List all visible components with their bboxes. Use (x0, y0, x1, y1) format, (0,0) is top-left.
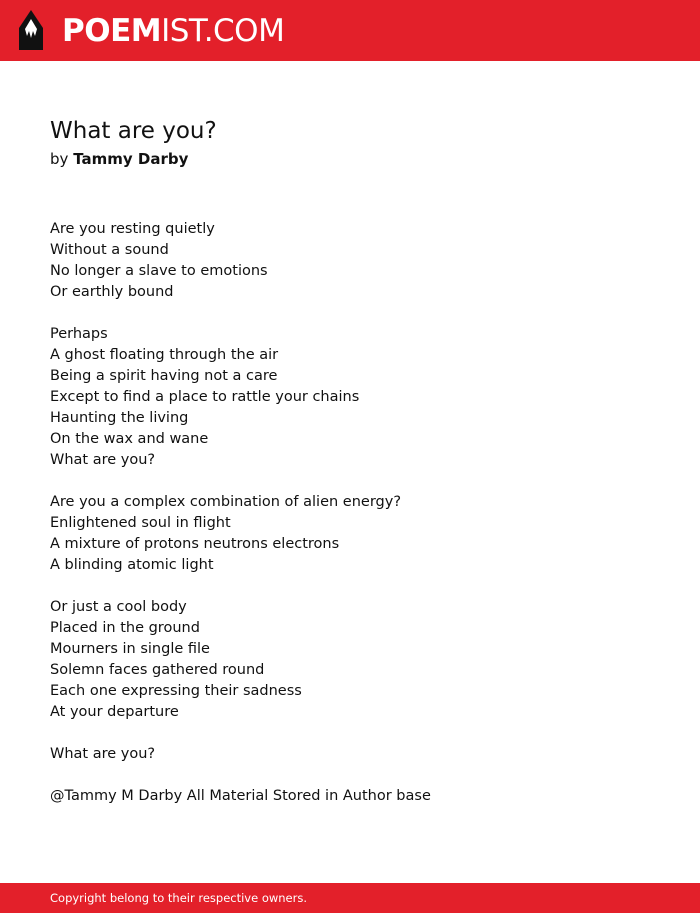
poem-body (50, 219, 670, 828)
brand-bold-part: POEM (62, 13, 162, 49)
brand-light-part: IST.COM (161, 13, 285, 49)
poem-title: What are you? (50, 118, 217, 144)
poem-line: Haunting the living (50, 410, 189, 426)
copyright-notice: Copyright belong to their respective owners. (50, 891, 308, 905)
poem-line: Or earthly bound (50, 284, 174, 300)
pencil-tip-icon[interactable] (18, 9, 44, 51)
poem-line: Without a sound (50, 242, 169, 258)
poem-line: Placed in the ground (50, 620, 200, 636)
site-logo-text[interactable] (62, 12, 284, 50)
poem-line: Each one expressing their sadness (50, 683, 302, 699)
byline (50, 148, 188, 170)
stanza (50, 492, 670, 576)
poem-line: Except to find a place to rattle your chains (50, 389, 360, 405)
stanza (50, 597, 670, 723)
poem-line: Mourners in single file (50, 641, 210, 657)
poem-line: Enlightened soul in flight (50, 515, 231, 531)
poem-line: A blinding atomic light (50, 557, 214, 573)
poem-line: Are you a complex combination of alien energy? (50, 494, 402, 510)
poem-line: A mixture of protons neutrons electrons (50, 536, 340, 552)
poem-line: Or just a cool body (50, 599, 187, 615)
poem-line: Perhaps (50, 326, 108, 342)
stanza (50, 219, 670, 303)
poem-line: What are you? (50, 452, 156, 468)
by-label: by (50, 150, 69, 168)
poem-line: @Tammy M Darby All Material Stored in Author base (50, 788, 431, 804)
poem-line: Being a spirit having not a care (50, 368, 278, 384)
poem-line: On the wax and wane (50, 431, 209, 447)
site-header (0, 0, 700, 61)
author-name: Tammy Darby (73, 150, 189, 168)
poem-line: Are you resting quietly (50, 221, 215, 237)
stanza (50, 324, 670, 471)
site-footer (0, 883, 700, 913)
poem-line: What are you? (50, 746, 156, 762)
stanza (50, 744, 670, 765)
stanza (50, 786, 670, 807)
poem-line: A ghost floating through the air (50, 347, 279, 363)
poem-line: At your departure (50, 704, 179, 720)
poem-line: No longer a slave to emotions (50, 263, 268, 279)
poem-line: Solemn faces gathered round (50, 662, 265, 678)
